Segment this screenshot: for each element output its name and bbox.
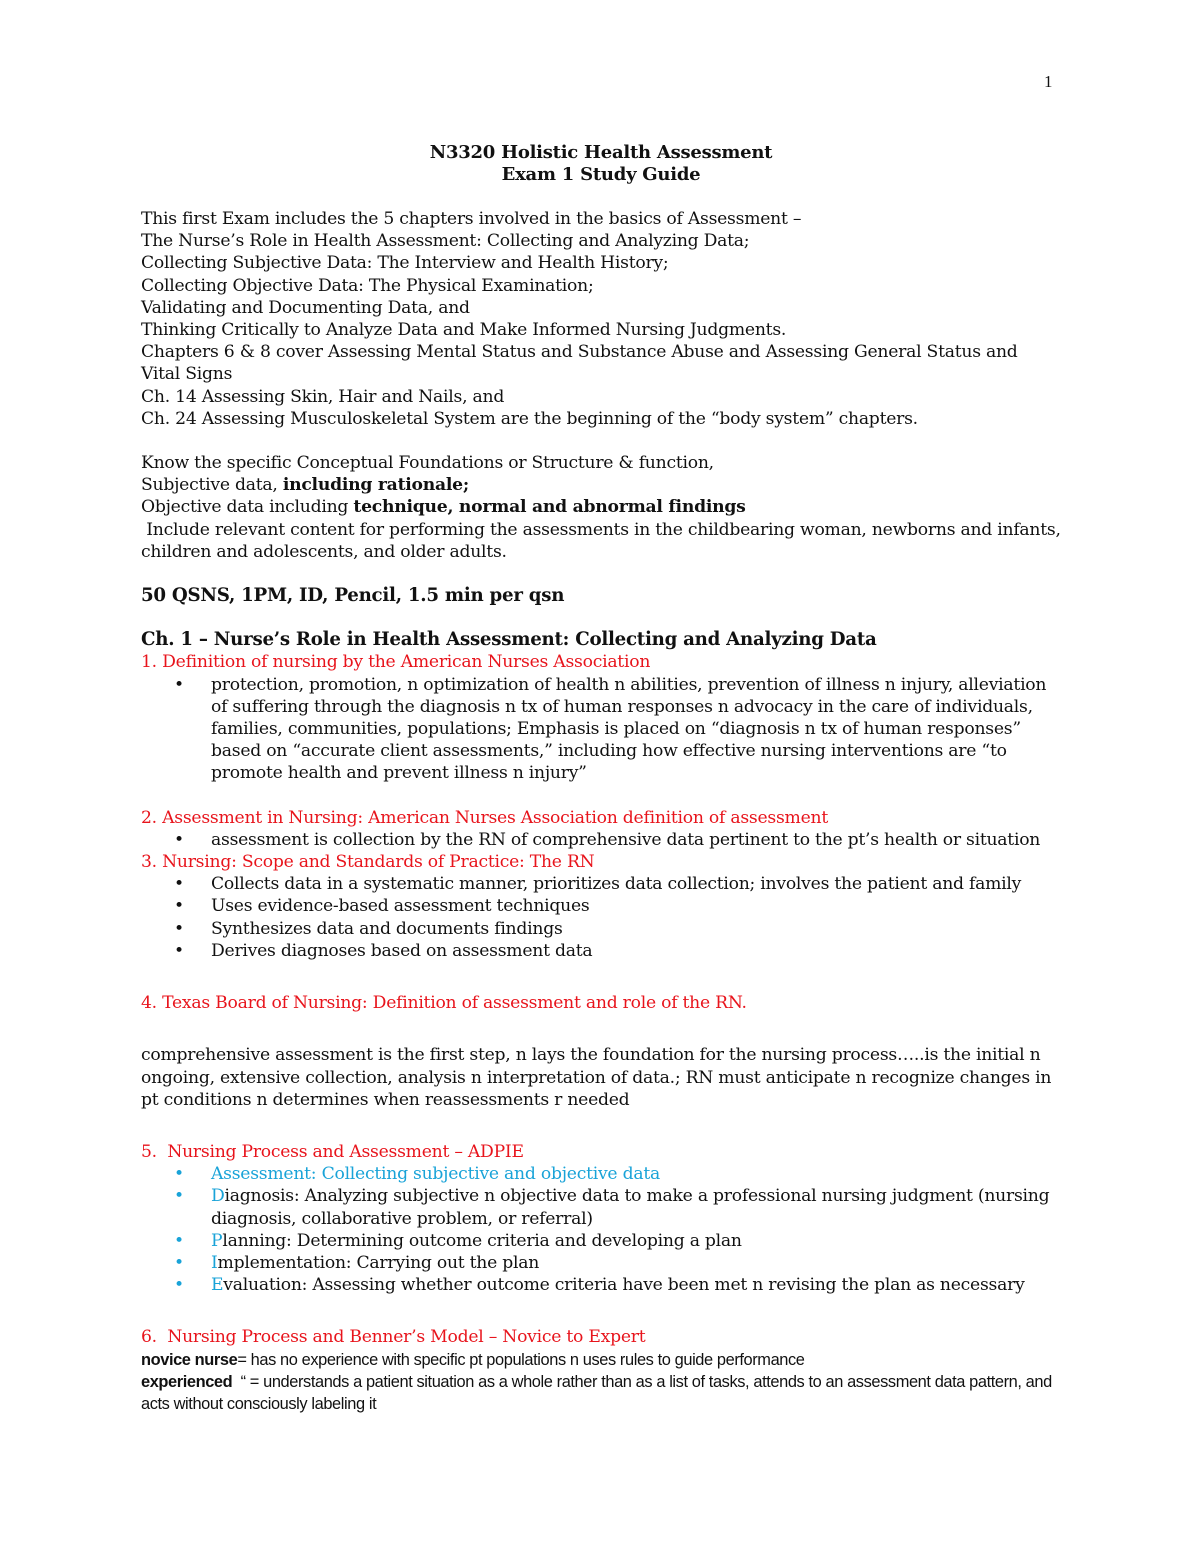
adpie-diagnosis: • Diagnosis: Analyzing subjective n objective data to make a professional nursing judgment (nursing diagnosis, collaborative problem, or referral)	[211, 1185, 1061, 1229]
page-number: 1	[1044, 72, 1053, 91]
spacer	[141, 1014, 1061, 1036]
spacer	[141, 1036, 1061, 1044]
spacer	[141, 785, 1061, 807]
list-item: • Synthesizes data and documents findings	[211, 918, 1061, 940]
spacer	[141, 962, 1061, 992]
intro-line: The Nurse’s Role in Health Assessment: Collecting and Analyzing Data;	[141, 231, 750, 252]
intro-line: Ch. 14 Assessing Skin, Hair and Nails, and	[141, 386, 505, 407]
spacer	[141, 563, 1061, 585]
document-title	[141, 142, 1061, 186]
adpie-assessment: • Assessment: Collecting subjective and objective data	[211, 1163, 1061, 1185]
adpie-list	[141, 1163, 1061, 1296]
intro-line: Collecting Objective Data: The Physical Examination;	[141, 275, 594, 296]
section-heading-2: 2. Assessment in Nursing: American Nurses Association definition of assessment	[141, 807, 828, 828]
intro-line: Collecting Subjective Data: The Interview and Health History;	[141, 253, 669, 274]
adpie-planning: • Planning: Determining outcome criteria and developing a plan	[211, 1230, 1061, 1252]
chapter-heading: Ch. 1 – Nurse’s Role in Health Assessment: Collecting and Analyzing Data	[141, 629, 877, 651]
intro-block	[141, 208, 1061, 430]
list-item: • assessment is collection by the RN of comprehensive data pertinent to the pt’s health or situation	[211, 829, 1061, 851]
section-4-paragraph: comprehensive assessment is the first step, n lays the foundation for the nursing process…..is the initial n ongoing, extensive collection, analysis n interpretation of data.; RN must anticipate n recognize changes in pt conditions n determines when reassessments r needed	[141, 1045, 1052, 1110]
know-line: Include relevant content for performing the assessments in the childbearing woman, newborns and infants, children and adolescents, and older adults.	[141, 519, 1066, 562]
section-heading-1: 1. Definition of nursing by the American Nurses Association	[141, 652, 651, 673]
list-item: • Derives diagnoses based on assessment data	[211, 940, 1061, 962]
exam-info: 50 QSNS, 1PM, ID, Pencil, 1.5 min per qsn	[141, 585, 565, 607]
intro-line: Ch. 24 Assessing Musculoskeletal System are the beginning of the “body system” chapters.	[141, 408, 918, 429]
intro-line: This first Exam includes the 5 chapters involved in the basics of Assessment –	[141, 209, 802, 229]
document-body	[141, 142, 1066, 1415]
list-item: • protection, promotion, n optimization of health n abilities, prevention of illness n injury, alleviation of suffering through the diagnosis n tx of human responses n advocacy in the care of individuals, families, communities, populations; Emphasis is placed on “diagnosis n tx of human responses” based on “accurate client assessments,” including how effective nursing interventions are “to promote health and prevent illness n injury”	[211, 674, 1061, 785]
section-heading-4: 4. Texas Board of Nursing: Definition of assessment and role of the RN.	[141, 993, 747, 1014]
list-item: • Uses evidence-based assessment techniques	[211, 895, 1061, 917]
spacer	[141, 430, 1061, 452]
section-heading-3: 3. Nursing: Scope and Standards of Practice: The RN	[141, 852, 595, 873]
experienced-line: experienced “ = understands a patient situation as a whole rather than as a list of tasks, attends to an assessment data pattern, and acts without consciously labeling it	[141, 1372, 1056, 1413]
adpie-evaluation: • Evaluation: Assessing whether outcome criteria have been met n revising the plan as necessary	[211, 1274, 1061, 1296]
know-line: Know the specific Conceptual Foundations or Structure & function,	[141, 453, 714, 474]
adpie-implementation: • Implementation: Carrying out the plan	[211, 1252, 1061, 1274]
benner-block	[141, 1349, 1061, 1415]
intro-line: Validating and Documenting Data, and	[141, 297, 470, 318]
know-line: Objective data including technique, normal and abnormal findings	[141, 497, 746, 518]
section-1-list	[141, 674, 1061, 785]
intro-line: Thinking Critically to Analyze Data and Make Informed Nursing Judgments.	[141, 320, 787, 341]
section-3-list	[141, 873, 1061, 962]
spacer	[141, 1111, 1061, 1141]
spacer	[141, 607, 1061, 629]
novice-line: novice nurse= has no experience with specific pt populations n uses rules to guide performance	[141, 1350, 805, 1369]
title-guide: Exam 1 Study Guide	[501, 164, 701, 185]
title-course: N3320 Holistic Health Assessment	[429, 142, 773, 163]
spacer	[141, 186, 1061, 208]
list-item: • Collects data in a systematic manner, prioritizes data collection; involves the patient and family	[211, 873, 1061, 895]
intro-line: Chapters 6 & 8 cover Assessing Mental Status and Substance Abuse and Assessing General Status and Vital Signs	[141, 342, 1018, 385]
know-line: Subjective data, including rationale;	[141, 475, 469, 496]
spacer	[141, 1296, 1061, 1326]
know-block	[141, 452, 1066, 563]
section-2-list	[141, 829, 1061, 851]
section-heading-5: 5. Nursing Process and Assessment – ADPIE	[141, 1141, 524, 1162]
section-heading-6: 6. Nursing Process and Benner’s Model – Novice to Expert	[141, 1327, 646, 1348]
